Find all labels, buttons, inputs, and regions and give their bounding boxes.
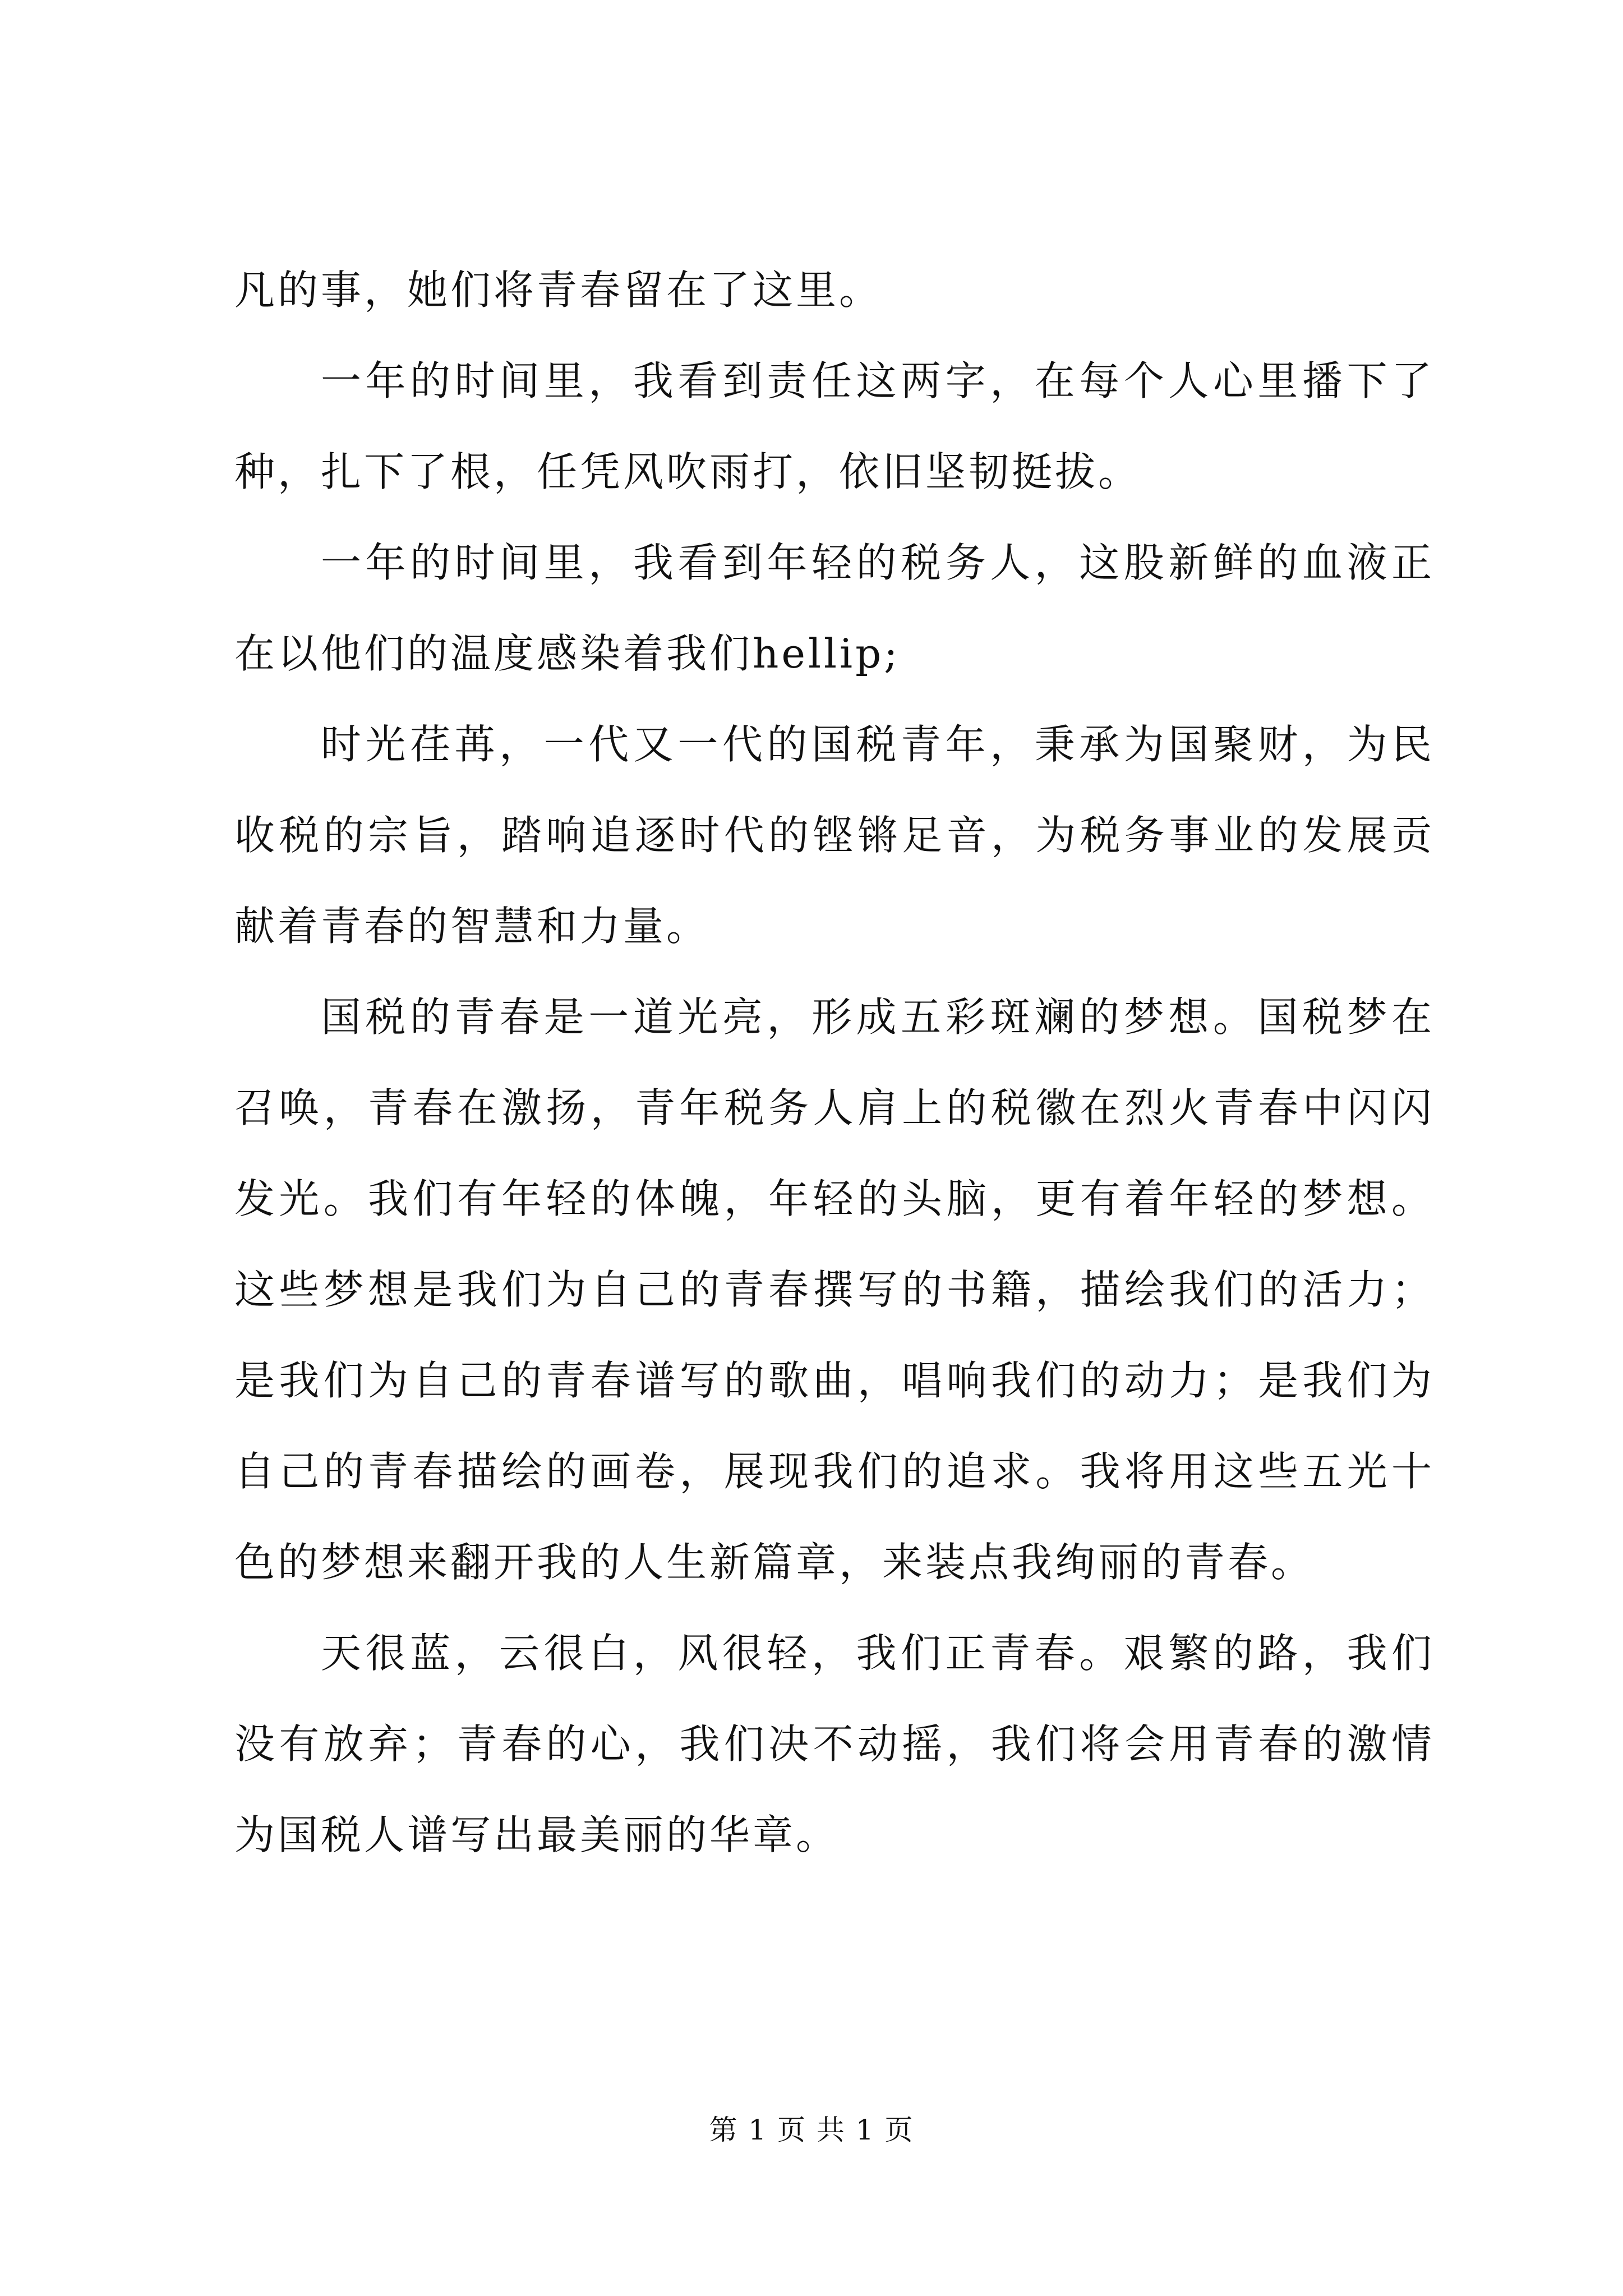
paragraph-3: 一年的时间里，我看到年轻的税务人，这股新鲜的血液正在以他们的温度感染着我们hellip; — [234, 539, 1435, 677]
paragraph-5: 国税的青春是一道光亮，形成五彩斑斓的梦想。国税梦在召唤，青春在激扬，青年税务人肩上的税徽在烈火青春中闪闪发光。我们有年轻的体魄，年轻的头脑，更有着年轻的梦想。这些梦想是我们为自己的青春撰写的书籍，描绘我们的活力；是我们为自己的青春谱写的歌曲，唱响我们的动力；是我们为自己的青春描绘的画卷，展现我们的追求。我将用这些五光十色的梦想来翻开我的人生新篇章，来装点我绚丽的青春。 — [234, 993, 1435, 1586]
paragraph-4: 时光荏苒，一代又一代的国税青年，秉承为国聚财，为民收税的宗旨，踏响追逐时代的铿锵足音，为税务事业的发展贡献着青春的智慧和力量。 — [234, 721, 1435, 950]
paragraph-1: 凡的事，她们将青春留在了这里。 — [234, 266, 883, 314]
paragraph-2: 一年的时间里，我看到责任这两字，在每个人心里播下了种，扎下了根，任凭风吹雨打，依旧坚韧挺拔。 — [234, 357, 1435, 495]
paragraph-6: 天很蓝，云很白，风很轻，我们正青春。艰繁的路，我们没有放弃；青春的心，我们决不动摇，我们将会用青春的激情为国税人谱写出最美丽的华章。 — [234, 1630, 1435, 1858]
document-body — [234, 245, 1435, 1880]
page-number-footer: 第 1 页 共 1 页 — [709, 2114, 914, 2146]
